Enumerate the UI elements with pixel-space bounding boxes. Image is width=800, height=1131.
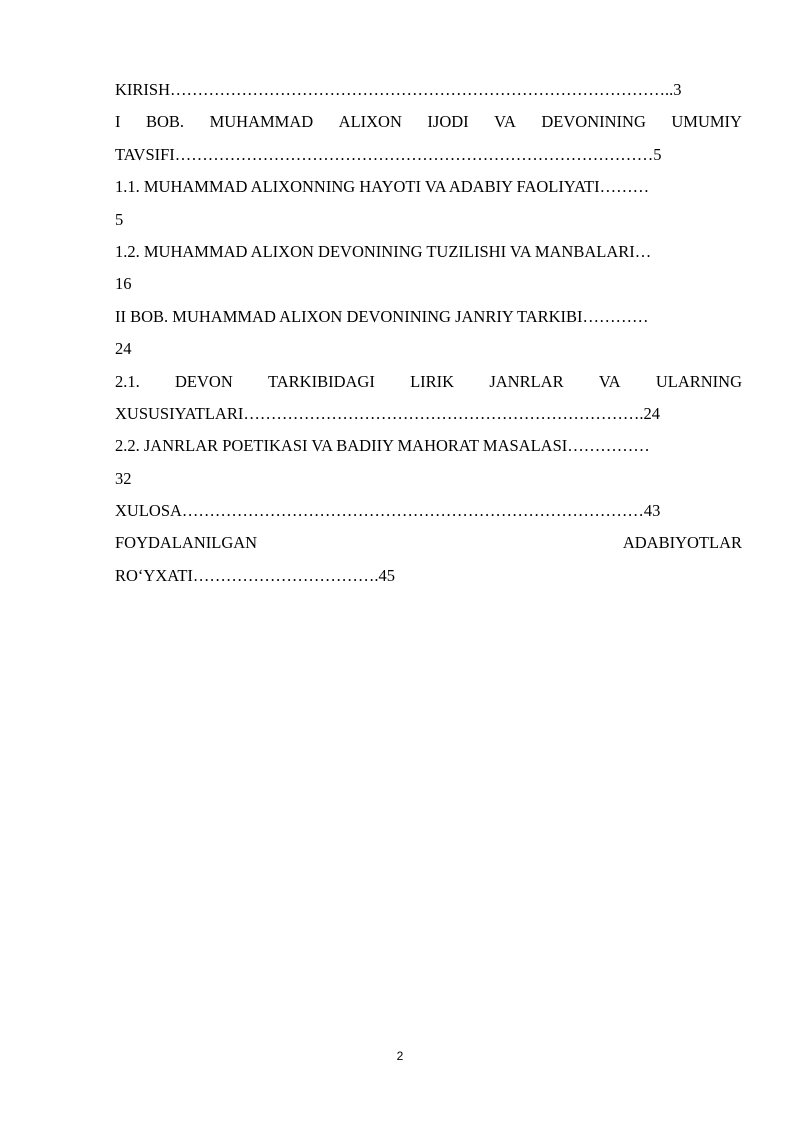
- toc-entry-1-1-line1: 1.1. MUHAMMAD ALIXONNING HAYOTI VA ADABIY FAOLIYATI………: [115, 177, 650, 197]
- toc-word: MUHAMMAD: [209, 112, 314, 132]
- toc-entry-2-2-line1: 2.2. JANRLAR POETIKASI VA BADIIY MAHORAT MASALASI……………: [115, 436, 650, 456]
- toc-word: FOYDALANILGAN: [115, 533, 258, 553]
- table-of-contents: [115, 74, 742, 592]
- toc-entry-bob2-line1: II BOB. MUHAMMAD ALIXON DEVONINING JANRIY TARKIBI…………: [115, 306, 649, 326]
- toc-entry-bob2-page: 24: [115, 339, 132, 359]
- toc-word: DEVON: [175, 371, 233, 391]
- toc-entry-adabiyotlar-line2: RO‘YXATI…………………………….45: [115, 565, 396, 585]
- toc-entry-bob1-line1: [115, 106, 742, 138]
- toc-word: UMUMIY: [671, 112, 742, 132]
- toc-entry-1-2-line1: 1.2. MUHAMMAD ALIXON DEVONINING TUZILISHI VA MANBALARI…: [115, 241, 652, 261]
- toc-entry-xulosa: XULOSA…………………………………………………………………………43: [115, 501, 661, 521]
- toc-word: LIRIK: [410, 371, 455, 391]
- toc-entry-adabiyotlar-line1: [115, 527, 742, 559]
- toc-entry-2-1-line2: XUSUSIYATLARI……………………………………………………………….24: [115, 403, 660, 423]
- toc-word: ULARNING: [655, 371, 742, 391]
- toc-entry-1-1-page: 5: [115, 209, 124, 229]
- toc-word: IJODI: [427, 112, 469, 132]
- toc-word: DEVONINING: [541, 112, 646, 132]
- toc-word: I: [115, 112, 121, 132]
- toc-entry-2-1-line1: [115, 366, 742, 398]
- toc-word: VA: [598, 371, 621, 391]
- toc-word: ADABIYOTLAR: [622, 533, 742, 553]
- toc-entry-1-2-page: 16: [115, 274, 132, 294]
- toc-word: ALIXON: [338, 112, 402, 132]
- toc-entry-kirish: KIRISH………………………………………………………………………………..3: [115, 80, 682, 99]
- toc-word: BOB.: [146, 112, 185, 132]
- page-number: 2: [396, 1049, 404, 1063]
- toc-word: TARKIBIDAGI: [268, 371, 375, 391]
- toc-word: 2.1.: [115, 371, 140, 391]
- toc-entry-bob1-line2: TAVSIFI……………………………………………………………………………5: [115, 144, 662, 164]
- toc-word: JANRLAR: [489, 371, 564, 391]
- toc-word: VA: [494, 112, 516, 132]
- toc-entry-2-2-page: 32: [115, 468, 132, 488]
